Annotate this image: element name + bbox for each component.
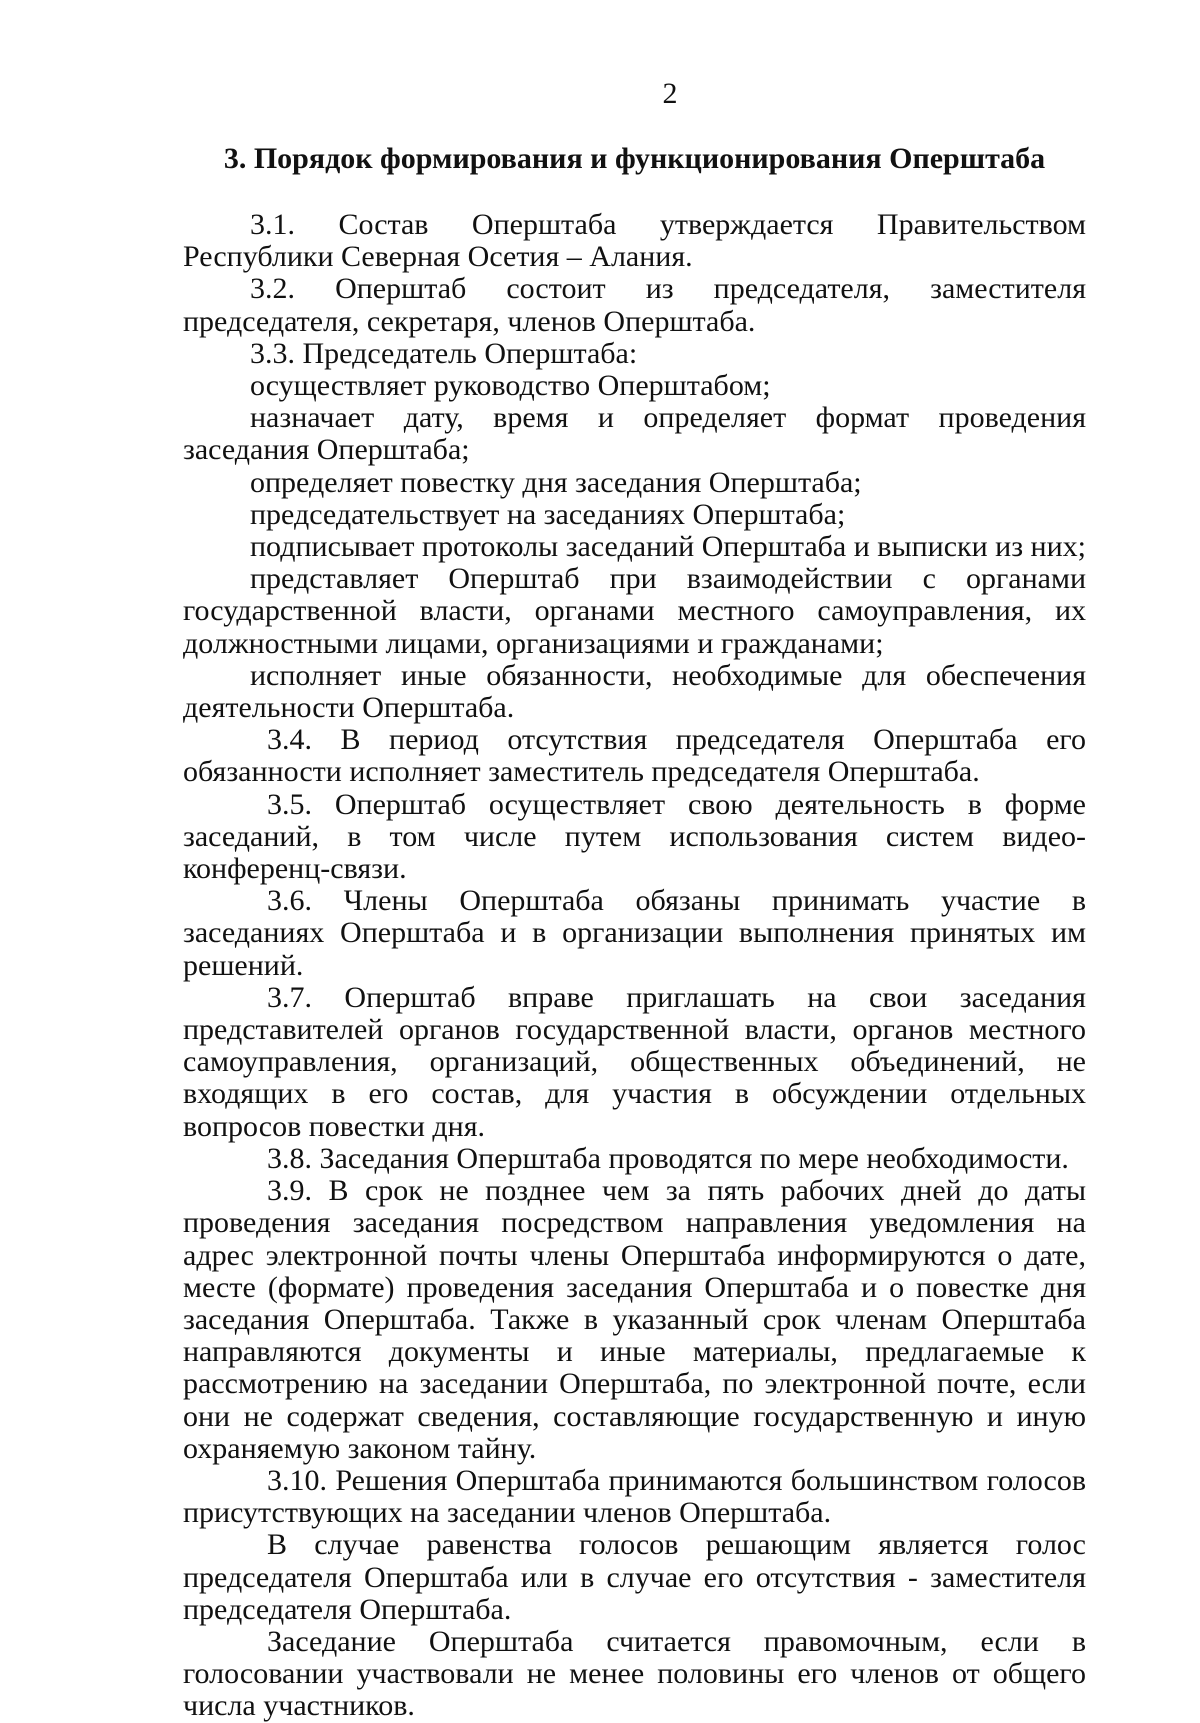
paragraph-3-6: 3.6. Члены Оперштаба обязаны принимать участие в заседаниях Оперштаба и в организации выполнения принятых им решений. <box>183 884 1086 982</box>
document-body <box>183 209 1086 1723</box>
paragraph-3-7: 3.7. Оперштаб вправе приглашать на свои заседания представителей органов государственной власти, органов местного самоуправления, организаций, общественных объединений, не входящих в его состав, для участия в обсуждении отдельных вопросов повестки дня. <box>183 980 1086 1143</box>
paragraph-3-3-item: назначает дату, время и определяет формат проведения заседания Оперштаба; <box>183 401 1086 467</box>
paragraph-3-3-item: исполняет иные обязанности, необходимые для обеспечения деятельности Оперштаба. <box>183 658 1086 725</box>
paragraph-3-3-item: председательствует на заседаниях Оперштаба; <box>250 497 846 531</box>
paragraph-3-8: 3.8. Заседания Оперштаба проводятся по мере необходимости. <box>267 1141 1069 1175</box>
paragraph-3-9: 3.9. В срок не позднее чем за пять рабочих дней до даты проведения заседания посредством направления уведомления на адрес электронной почты члены Оперштаба информируются о дате, месте (формате) проведения заседания Оперштаба и о повестке дня заседания Оперштаба. Также в указанный срок членам Оперштаба направляются документы и иные материалы, предлагаемые к рассмотрению на заседании Оперштаба, по электронной почте, если они не содержат сведения, составляющие государственную и иную охраняемую законом тайну. <box>183 1174 1086 1465</box>
paragraph-3-3-heading: 3.3. Председатель Оперштаба: <box>250 336 638 370</box>
page-number: 2 <box>662 77 678 110</box>
paragraph-3-3-item: определяет повестку дня заседания Оперштаба; <box>250 465 862 499</box>
paragraph-3-10: 3.10. Решения Оперштаба принимаются большинством голосов присутствующих на заседании членов Оперштаба. <box>183 1463 1086 1530</box>
paragraph-3-3-item: подписывает протоколы заседаний Оперштаба и выписки из них; <box>250 530 1087 564</box>
paragraph-3-1: 3.1. Состав Оперштаба утверждается Правительством Республики Северная Осетия – Алания. <box>183 208 1086 274</box>
section-title: 3. Порядок формирования и функционирования Оперштаба <box>223 142 1046 175</box>
paragraph-quorum: Заседание Оперштаба считается правомочным, если в голосовании участвовали не менее половины его членов от общего числа участников. <box>183 1624 1086 1723</box>
paragraph-tie-vote: В случае равенства голосов решающим является голос председателя Оперштаба или в случае его отсутствия - заместителя председателя Оперштаба. <box>183 1528 1086 1626</box>
paragraph-3-5: 3.5. Оперштаб осуществляет свою деятельность в форме заседаний, в том числе путем использования систем видео-конференц-связи. <box>183 787 1086 886</box>
paragraph-3-2: 3.2. Оперштаб состоит из председателя, заместителя председателя, секретаря, членов Оперштаба. <box>183 272 1086 338</box>
paragraph-3-3-item: осуществляет руководство Оперштабом; <box>250 369 771 403</box>
paragraph-3-4: 3.4. В период отсутствия председателя Оперштаба его обязанности исполняет заместитель председателя Оперштаба. <box>183 723 1086 789</box>
paragraph-3-3-item: представляет Оперштаб при взаимодействии с органами государственной власти, органами местного самоуправления, их должностными лицами, организациями и гражданами; <box>183 562 1086 660</box>
